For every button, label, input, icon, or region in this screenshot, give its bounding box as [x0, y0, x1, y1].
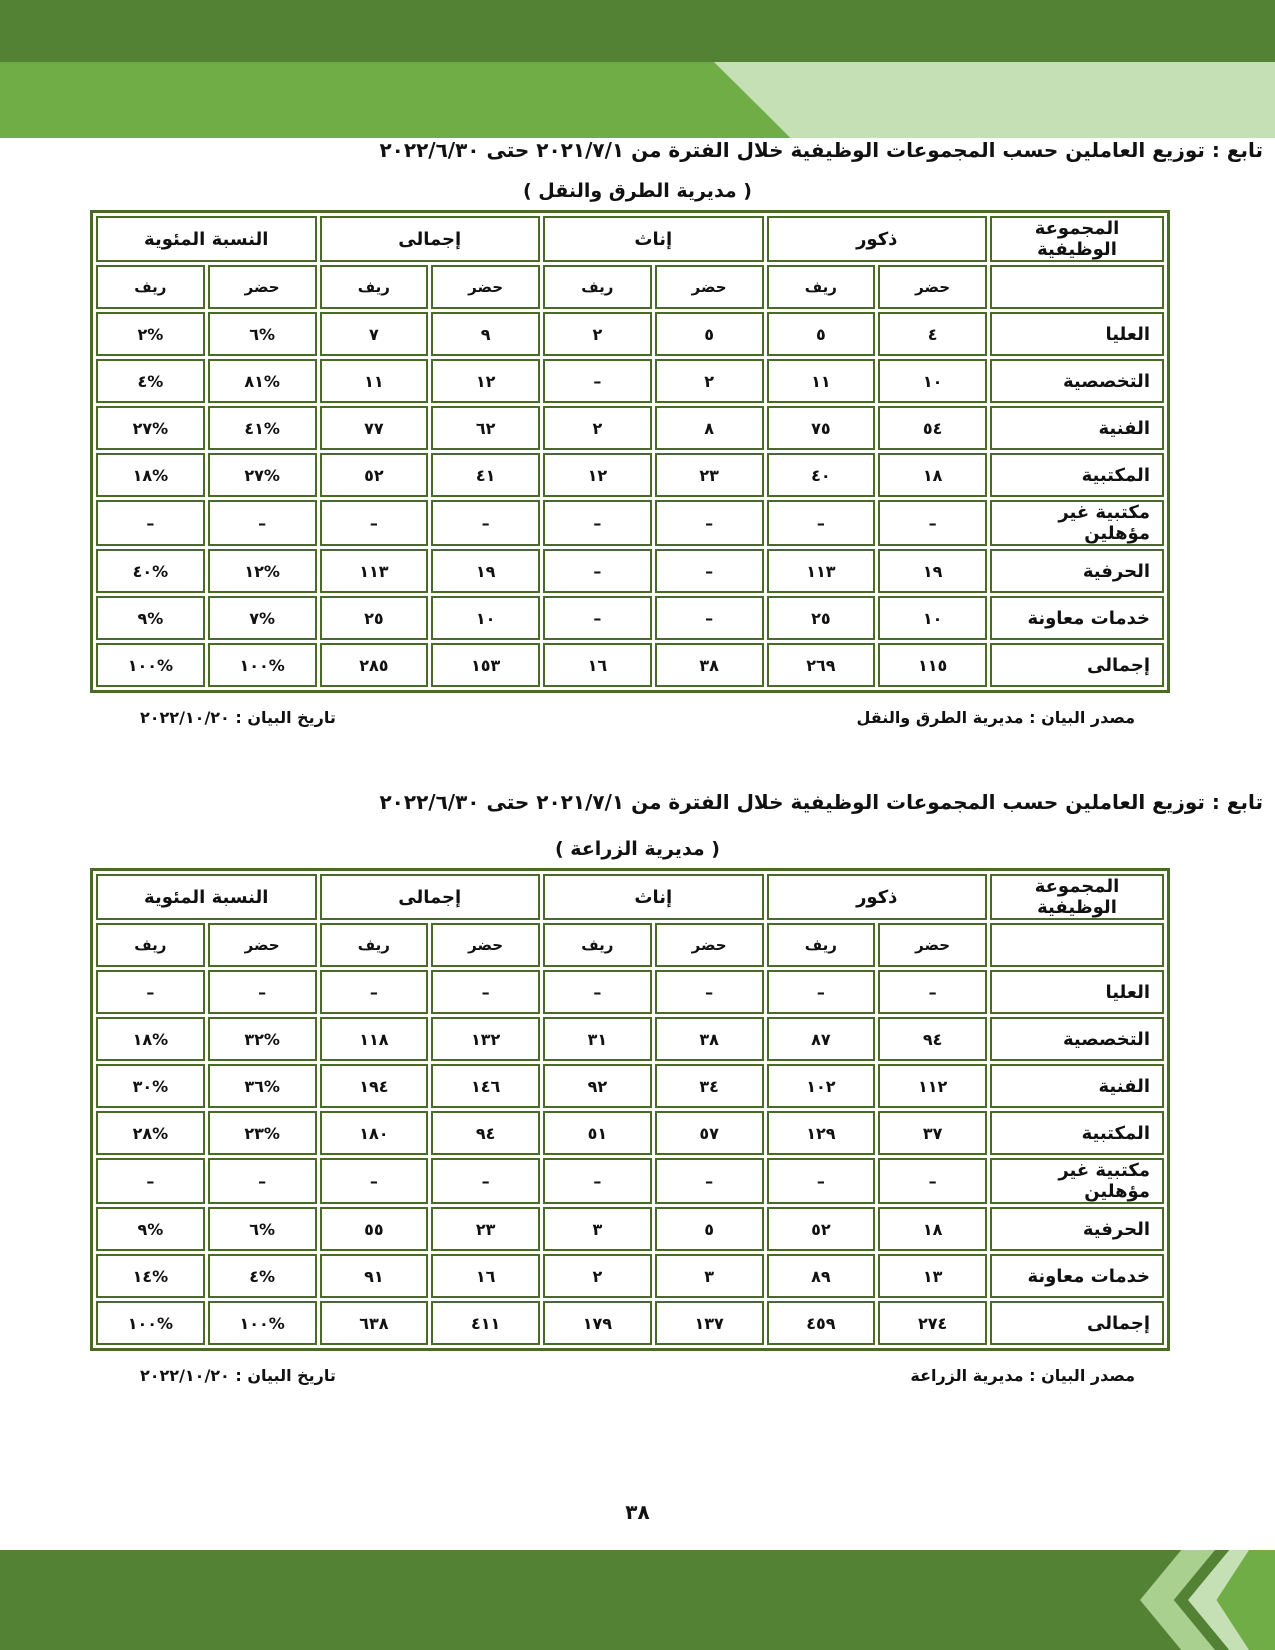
row-label: العليا: [990, 970, 1164, 1014]
table-row: [96, 500, 1164, 546]
section-1-title: تابع : توزيع العاملين حسب المجموعات الوظيفية خلال الفترة من ٢٠٢١/٧/١ حتى ٢٠٢٢/٦/٣٠: [379, 138, 1263, 162]
row-label: خدمات معاونة: [990, 596, 1164, 640]
subheader-urban: حضر: [655, 923, 764, 967]
table-cell: %٢٣: [208, 1111, 317, 1155]
table-row: [96, 1301, 1164, 1345]
table-cell: ١١٥: [878, 643, 987, 687]
table-cell: %٩: [96, 596, 205, 640]
column-header: إجمالى: [320, 874, 541, 920]
row-label: التخصصية: [990, 359, 1164, 403]
section-2-subtitle: ( مديرية الزراعة ): [555, 838, 720, 860]
table-cell: %٢٧: [208, 453, 317, 497]
table-cell: ١٢: [543, 453, 652, 497]
table-cell: –: [543, 500, 652, 546]
table-cell: –: [655, 596, 764, 640]
table-cell: ١٠: [431, 596, 540, 640]
table-cell: –: [767, 970, 876, 1014]
empty-header-cell: [990, 923, 1164, 967]
row-label: مكتبية غير مؤهلين: [990, 500, 1164, 546]
table-cell: ١١٢: [878, 1064, 987, 1108]
table-cell: –: [320, 970, 429, 1014]
table-cell: ١١: [767, 359, 876, 403]
table-row: [96, 596, 1164, 640]
table-cell: –: [320, 500, 429, 546]
table-cell: %١٤: [96, 1254, 205, 1298]
table-cell: –: [655, 970, 764, 1014]
table-cell: %٢٧: [96, 406, 205, 450]
table-cell: %٣٠: [96, 1064, 205, 1108]
table-cell: ٣٧: [878, 1111, 987, 1155]
table-cell: ٣٤: [655, 1064, 764, 1108]
table-cell: ٢: [543, 312, 652, 356]
table-cell: ٢٣: [655, 453, 764, 497]
table-cell: ٩٤: [878, 1017, 987, 1061]
column-header-group: المجموعة الوظيفية: [990, 216, 1164, 262]
table-header-row: [96, 216, 1164, 262]
section-2-date: تاريخ البيان : ٢٠٢٢/١٠/٢٠: [140, 1366, 336, 1385]
table-cell: ٥: [655, 1207, 764, 1251]
table-cell: ٤٥٩: [767, 1301, 876, 1345]
table-cell: ٥: [767, 312, 876, 356]
subheader-urban: حضر: [431, 265, 540, 309]
subheader-urban: حضر: [208, 923, 317, 967]
table-cell: ٥٢: [767, 1207, 876, 1251]
table-cell: %٣٦: [208, 1064, 317, 1108]
table-cell: %٧: [208, 596, 317, 640]
table-cell: ٩١: [320, 1254, 429, 1298]
table-cell: ٨٧: [767, 1017, 876, 1061]
table-row: [96, 549, 1164, 593]
table-cell: ٥٥: [320, 1207, 429, 1251]
table-cell: ١٢: [431, 359, 540, 403]
table-cell: ١٩: [878, 549, 987, 593]
table-cell: %٢٨: [96, 1111, 205, 1155]
page-number: ٣٨: [625, 1500, 650, 1524]
table-row: [96, 970, 1164, 1014]
table-cell: –: [543, 596, 652, 640]
table-cell: ١١٣: [767, 549, 876, 593]
table-cell: –: [878, 500, 987, 546]
table-cell: ٥٤: [878, 406, 987, 450]
column-header: النسبة المئوية: [96, 874, 317, 920]
subheader-urban: حضر: [655, 265, 764, 309]
table-cell: ٢٥: [767, 596, 876, 640]
section-2-source: مصدر البيان : مديرية الزراعة: [910, 1366, 1135, 1385]
table-cell: %٢: [96, 312, 205, 356]
table-cell: ١٢٩: [767, 1111, 876, 1155]
column-header: النسبة المئوية: [96, 216, 317, 262]
column-header: إناث: [543, 874, 764, 920]
table-subheader-row: [96, 923, 1164, 967]
row-label: المكتبية: [990, 453, 1164, 497]
table-header-row: [96, 874, 1164, 920]
row-label: المكتبية: [990, 1111, 1164, 1155]
table-cell: ١٩٤: [320, 1064, 429, 1108]
table-cell: –: [543, 1158, 652, 1204]
table-cell: –: [655, 500, 764, 546]
table-cell: %٤١: [208, 406, 317, 450]
table-cell: ١٥٣: [431, 643, 540, 687]
table-cell: ١٤٦: [431, 1064, 540, 1108]
table-cell: %٤: [208, 1254, 317, 1298]
table-cell: ٤١١: [431, 1301, 540, 1345]
table-row: [96, 1207, 1164, 1251]
subheader-urban: حضر: [208, 265, 317, 309]
table-cell: ٧: [320, 312, 429, 356]
table-cell: ١٨: [878, 453, 987, 497]
table-cell: –: [96, 970, 205, 1014]
subheader-rural: ريف: [320, 265, 429, 309]
table-cell: ١٣: [878, 1254, 987, 1298]
table-cell: ١٠: [878, 596, 987, 640]
table-cell: ٣: [543, 1207, 652, 1251]
section-1-source: مصدر البيان : مديرية الطرق والنقل: [856, 708, 1135, 727]
table-cell: ٢: [655, 359, 764, 403]
table-cell: –: [878, 1158, 987, 1204]
table-cell: %٩: [96, 1207, 205, 1251]
row-label: الفنية: [990, 406, 1164, 450]
table-cell: –: [431, 970, 540, 1014]
table-cell: ٧٧: [320, 406, 429, 450]
subheader-rural: ريف: [96, 265, 205, 309]
subheader-urban: حضر: [431, 923, 540, 967]
section-1-date: تاريخ البيان : ٢٠٢٢/١٠/٢٠: [140, 708, 336, 727]
row-label: الحرفية: [990, 1207, 1164, 1251]
table-cell: ١١٣: [320, 549, 429, 593]
table-cell: ١٩: [431, 549, 540, 593]
table-cell: –: [431, 1158, 540, 1204]
table-cell: %٦: [208, 312, 317, 356]
footer-band: [0, 1550, 1275, 1650]
table-cell: %٤: [96, 359, 205, 403]
table-cell: ٥٧: [655, 1111, 764, 1155]
table-cell: ٣١: [543, 1017, 652, 1061]
table-cell: ٦٣٨: [320, 1301, 429, 1345]
table-cell: ٢٦٩: [767, 643, 876, 687]
table-row: [96, 1111, 1164, 1155]
table-cell: ١٣٢: [431, 1017, 540, 1061]
table-cell: %١٨: [96, 453, 205, 497]
table-cell: ٣: [655, 1254, 764, 1298]
table-cell: ١١: [320, 359, 429, 403]
table-cell: ١٠: [878, 359, 987, 403]
table-cell: –: [208, 1158, 317, 1204]
table-cell: ٢٧٤: [878, 1301, 987, 1345]
subheader-rural: ريف: [96, 923, 205, 967]
table-cell: ٩: [431, 312, 540, 356]
table-cell: %١٠٠: [208, 1301, 317, 1345]
table-row: [96, 406, 1164, 450]
table-cell: ١٨: [878, 1207, 987, 1251]
table-cell: ٢: [543, 1254, 652, 1298]
table-cell: –: [208, 970, 317, 1014]
table-cell: ٥: [655, 312, 764, 356]
table-cell: ١٠٢: [767, 1064, 876, 1108]
table-cell: ٢: [543, 406, 652, 450]
table-cell: ٥٢: [320, 453, 429, 497]
table-cell: ٤٠: [767, 453, 876, 497]
table-cell: –: [543, 549, 652, 593]
table-row: [96, 453, 1164, 497]
section-2-table: [90, 868, 1170, 1351]
table-cell: –: [543, 970, 652, 1014]
subheader-urban: حضر: [878, 923, 987, 967]
section-1-table: [90, 210, 1170, 693]
table-cell: –: [655, 549, 764, 593]
table-cell: –: [878, 970, 987, 1014]
row-label: العليا: [990, 312, 1164, 356]
table-cell: ١٣٧: [655, 1301, 764, 1345]
subheader-rural: ريف: [767, 265, 876, 309]
table-cell: –: [320, 1158, 429, 1204]
table-cell: –: [767, 1158, 876, 1204]
table-row: [96, 1017, 1164, 1061]
subheader-rural: ريف: [543, 923, 652, 967]
table-row: [96, 643, 1164, 687]
table-cell: %٦: [208, 1207, 317, 1251]
table-cell: %٨١: [208, 359, 317, 403]
table-row: [96, 359, 1164, 403]
table-cell: ٨: [655, 406, 764, 450]
table-cell: %١٠٠: [208, 643, 317, 687]
table-cell: ٢٨٥: [320, 643, 429, 687]
table-cell: %٣٢: [208, 1017, 317, 1061]
table-cell: ٩٤: [431, 1111, 540, 1155]
table-cell: ٢٣: [431, 1207, 540, 1251]
column-header: ذكور: [767, 874, 988, 920]
table-cell: ٣٨: [655, 1017, 764, 1061]
table-cell: %١٨: [96, 1017, 205, 1061]
section-2-title: تابع : توزيع العاملين حسب المجموعات الوظيفية خلال الفترة من ٢٠٢١/٧/١ حتى ٢٠٢٢/٦/٣٠: [379, 790, 1263, 814]
empty-header-cell: [990, 265, 1164, 309]
table-cell: %٤٠: [96, 549, 205, 593]
table-cell: ٦٢: [431, 406, 540, 450]
column-header: إناث: [543, 216, 764, 262]
table-cell: –: [767, 500, 876, 546]
table-cell: ١١٨: [320, 1017, 429, 1061]
column-header-group: المجموعة الوظيفية: [990, 874, 1164, 920]
table-cell: –: [96, 500, 205, 546]
table-cell: ١٨٠: [320, 1111, 429, 1155]
table-cell: ٤: [878, 312, 987, 356]
table-cell: –: [543, 359, 652, 403]
table-cell: ٢٥: [320, 596, 429, 640]
row-label: التخصصية: [990, 1017, 1164, 1061]
subheader-rural: ريف: [543, 265, 652, 309]
row-label: الحرفية: [990, 549, 1164, 593]
table-cell: ١٧٩: [543, 1301, 652, 1345]
row-label: خدمات معاونة: [990, 1254, 1164, 1298]
subheader-rural: ريف: [767, 923, 876, 967]
table-cell: –: [431, 500, 540, 546]
table-cell: ٩٢: [543, 1064, 652, 1108]
subheader-urban: حضر: [878, 265, 987, 309]
table-subheader-row: [96, 265, 1164, 309]
table-cell: ٨٩: [767, 1254, 876, 1298]
table-row: [96, 312, 1164, 356]
table-row: [96, 1254, 1164, 1298]
table-cell: ١٦: [431, 1254, 540, 1298]
table-cell: ٣٨: [655, 643, 764, 687]
section-1-subtitle: ( مديرية الطرق والنقل ): [523, 180, 752, 202]
row-label: إجمالى: [990, 643, 1164, 687]
column-header: ذكور: [767, 216, 988, 262]
table-cell: –: [96, 1158, 205, 1204]
row-label: مكتبية غير مؤهلين: [990, 1158, 1164, 1204]
table-cell: %١٠٠: [96, 1301, 205, 1345]
table-cell: %١٠٠: [96, 643, 205, 687]
column-header: إجمالى: [320, 216, 541, 262]
header-band: [0, 0, 1275, 62]
subheader-rural: ريف: [320, 923, 429, 967]
table-cell: –: [208, 500, 317, 546]
table-cell: –: [655, 1158, 764, 1204]
table-cell: ٤١: [431, 453, 540, 497]
row-label: إجمالى: [990, 1301, 1164, 1345]
row-label: الفنية: [990, 1064, 1164, 1108]
table-cell: ٧٥: [767, 406, 876, 450]
table-row: [96, 1158, 1164, 1204]
table-cell: ٥١: [543, 1111, 652, 1155]
table-cell: %١٢: [208, 549, 317, 593]
table-cell: ١٦: [543, 643, 652, 687]
table-row: [96, 1064, 1164, 1108]
